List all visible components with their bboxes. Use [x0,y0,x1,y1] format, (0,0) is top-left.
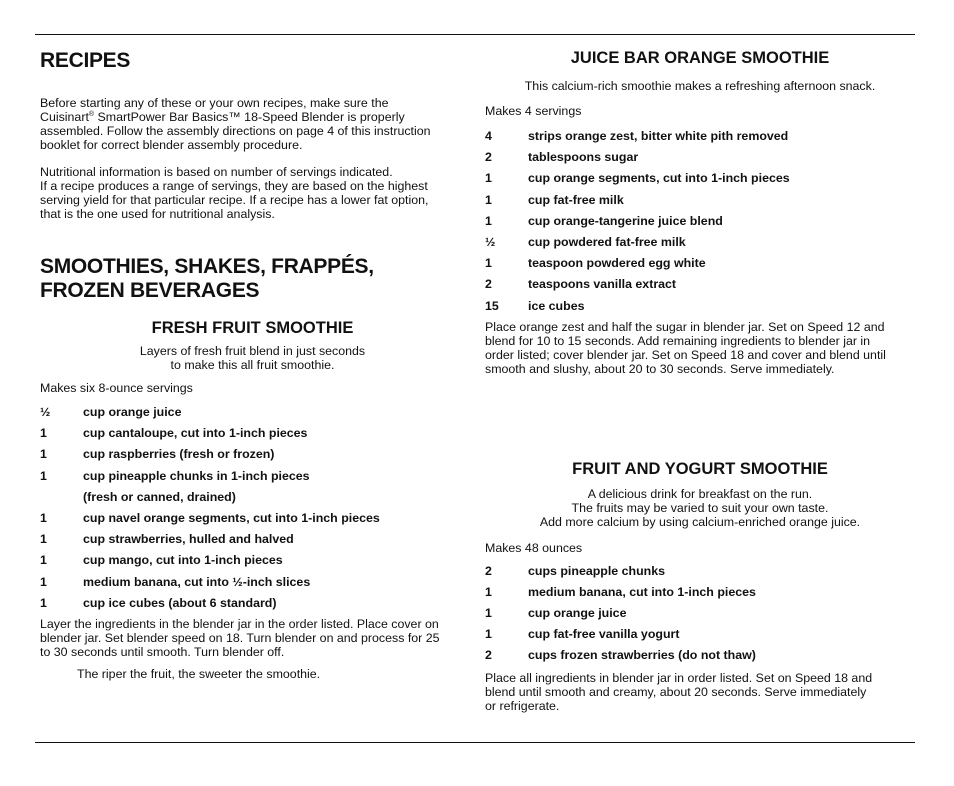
ingredient-quantity: 4 [485,129,492,143]
ingredient-quantity: 1 [40,447,47,462]
method-line: Layer the ingredients in the blender jar in the order listed. Place cover on [40,616,439,631]
intro-line: Before starting any of these or your own recipes, make sure the [40,96,389,110]
ingredient-quantity: 1 [40,595,47,610]
method-line: blend until smooth and creamy, about 20 seconds. Serve immediately [485,684,867,699]
ingredient-quantity: 1 [40,510,47,525]
ingredient-text: cup orange juice [83,405,182,419]
ingredient-row [40,532,465,553]
ingredient-row [485,606,915,627]
ingredient-quantity: 1 [40,532,47,547]
description-line: to make this all fruit smoothie. [170,358,335,372]
brand-name: Cuisinart [40,110,89,124]
ingredient-quantity: 1 [485,627,492,642]
method-line: to 30 seconds until smooth. Turn blender off. [40,644,285,659]
juice-bar-title: JUICE BAR ORANGE SMOOTHIE [570,49,830,67]
ingredient-quantity: 2 [485,563,492,578]
left-column [40,48,465,681]
ingredient-row [485,627,915,648]
ingredient-quantity: 1 [485,584,492,599]
ingredient-quantity: 1 [40,426,47,441]
ingredient-text: cup powdered fat-free milk [528,234,686,249]
ingredient-text: cup ice cubes (about 6 standard) [83,595,277,610]
section-heading-line: FROZEN BEVERAGES [40,279,260,302]
method-line: smooth and slushy, about 20 to 30 seconds. Serve immediately. [485,361,835,376]
ingredient-quantity: 1 [485,192,492,207]
fruit-yogurt-ingredients [485,564,915,670]
top-rule [35,34,915,35]
ingredient-text: cup orange juice [528,606,627,621]
intro-line: If a recipe produces a range of servings, they are based on the highest [40,179,428,193]
ingredient-quantity: 2 [485,277,492,292]
ingredient-quantity [40,490,83,511]
intro-paragraph-2 [40,165,465,221]
ingredient-row [40,405,465,426]
fresh-fruit-tip: The riper the fruit, the sweeter the smoothie. [77,666,321,681]
ingredient-row [40,426,465,447]
ingredient-text: cup cantaloupe, cut into 1-inch pieces [83,426,308,441]
ingredient-quantity: ½ [485,234,496,249]
section-heading [40,255,465,303]
ingredient-quantity: 2 [485,648,492,663]
ingredient-row [40,553,465,574]
method-line: or refrigerate. [485,698,560,713]
juice-bar-method [485,320,915,376]
ingredient-text: strips orange zest, bitter white pith removed [528,129,789,143]
intro-line [40,110,465,124]
ingredient-quantity: 1 [485,256,492,271]
ingredient-text: cup orange segments, cut into 1-inch pieces [528,171,790,186]
intro-paragraph-1 [40,96,465,152]
ingredient-row [485,171,915,192]
description-line: Layers of fresh fruit blend in just seconds [139,344,366,358]
ingredient-text: cup mango, cut into 1-inch pieces [83,553,283,568]
ingredient-text: cup raspberries (fresh or frozen) [83,447,275,462]
ingredient-text: cup fat-free milk [528,192,624,207]
ingredient-row [485,585,915,606]
fresh-fruit-description [40,344,465,372]
ingredient-row [485,256,915,277]
juice-bar-description: This calcium-rich smoothie makes a refreshing afternoon snack. [524,79,876,93]
bottom-rule [35,742,915,743]
ingredient-quantity: 2 [485,150,492,165]
section-heading-line: SMOOTHIES, SHAKES, FRAPPÉS, [40,255,374,278]
ingredient-text: cup pineapple chunks in 1-inch pieces [83,468,310,483]
ingredient-quantity: 1 [485,606,492,621]
method-line: blender jar. Set blender speed on 18. Turn blender on and process for 25 [40,630,440,645]
ingredient-row [40,596,465,617]
description-line: The fruits may be varied to suit your own taste. [571,500,829,515]
intro-line: Nutritional information is based on number of servings indicated. [40,165,393,179]
ingredient-text: (fresh or canned, drained) [83,489,236,504]
ingredient-quantity: 1 [485,213,492,228]
method-line: Place orange zest and half the sugar in blender jar. Set on Speed 12 and [485,319,885,334]
juice-bar-ingredients [485,129,915,320]
fruit-yogurt-method [485,671,915,713]
method-line: order listed; cover blender jar. Set on Speed 18 and cover and blend until [485,347,886,362]
ingredient-row [40,490,465,511]
ingredient-text: tablespoons sugar [528,150,639,165]
fresh-fruit-ingredients [40,405,465,617]
ingredient-quantity: 1 [40,468,47,483]
description-line: A delicious drink for breakfast on the run. [587,486,813,501]
method-line: blend for 10 to 15 seconds. Add remaining ingredients to blender jar in [485,333,871,348]
intro-text: SmartPower Bar Basics™ 18-Speed Blender is properly [94,110,405,124]
intro-line: serving yield for that particular recipe. If a recipe has a lower fat option, [40,193,429,207]
intro-line: that is the one used for nutritional analysis. [40,207,275,221]
ingredient-quantity: 1 [40,553,47,568]
ingredient-text: medium banana, cut into 1-inch pieces [528,584,756,599]
ingredient-text: teaspoons vanilla extract [528,277,677,292]
right-column [485,48,915,713]
registered-mark: ® [88,110,95,118]
ingredient-text: medium banana, cut into ½-inch slices [83,574,311,589]
fruit-yogurt-title: FRUIT AND YOGURT SMOOTHIE [572,459,828,478]
fruit-yogurt-description [485,487,915,529]
ingredient-text: cup strawberries, hulled and halved [83,532,294,547]
fruit-yogurt-yield: Makes 48 ounces [485,540,583,555]
ingredient-quantity: 15 [485,298,499,313]
ingredient-row [40,575,465,596]
ingredient-row [485,214,915,235]
ingredient-quantity: 1 [40,574,47,589]
ingredient-text: ice cubes [528,298,585,313]
ingredient-quantity: ½ [40,405,51,419]
fresh-fruit-yield: Makes six 8-ounce servings [40,381,193,395]
ingredient-quantity: 1 [485,171,492,186]
ingredient-row [485,564,915,585]
ingredient-text: cup orange-tangerine juice blend [528,213,723,228]
fresh-fruit-method [40,617,465,659]
intro-line: assembled. Follow the assembly directions on page 4 of this instruction [40,124,431,138]
ingredient-row [40,511,465,532]
ingredient-text: teaspoon powdered egg white [528,256,706,271]
ingredient-row [40,447,465,468]
ingredient-row [485,277,915,298]
recipes-heading: RECIPES [40,49,131,72]
ingredient-row [485,648,915,669]
ingredient-text: cup fat-free vanilla yogurt [528,627,680,642]
method-line: Place all ingredients in blender jar in order listed. Set on Speed 18 and [485,670,873,685]
intro-line: booklet for correct blender assembly procedure. [40,138,303,152]
fresh-fruit-title: FRESH FRUIT SMOOTHIE [151,319,354,337]
description-line: Add more calcium by using calcium-enriched orange juice. [539,514,861,529]
ingredient-row [485,235,915,256]
ingredient-text: cup navel orange segments, cut into 1-inch pieces [83,510,380,525]
ingredient-text: cups frozen strawberries (do not thaw) [528,648,756,663]
ingredient-row [485,150,915,171]
ingredient-row [40,469,465,490]
ingredient-row [485,129,915,150]
ingredient-row [485,193,915,214]
ingredient-text: cups pineapple chunks [528,563,666,578]
ingredient-row [485,299,915,320]
juice-bar-yield: Makes 4 servings [485,104,582,118]
